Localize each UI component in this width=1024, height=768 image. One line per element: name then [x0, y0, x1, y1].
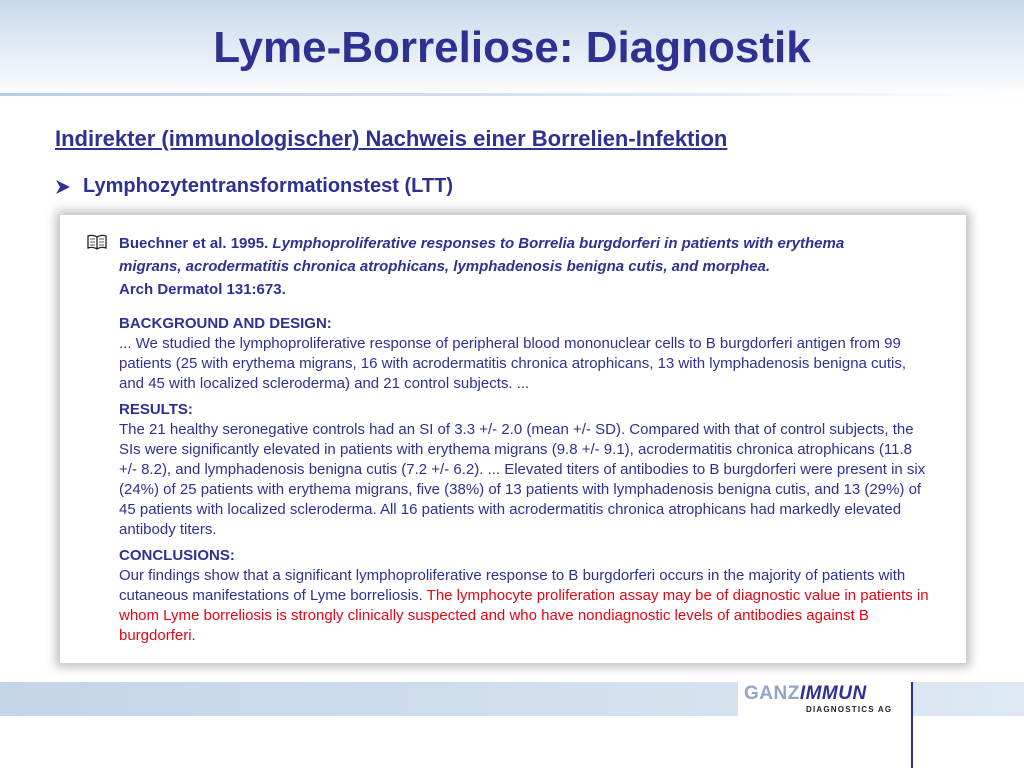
arrow-bullet-icon: [55, 179, 71, 195]
logo-divider: [911, 682, 913, 768]
conclusions-highlight: The lymphocyte proliferation assay may be of diagnostic value in patients in whom Lyme borreliosis is strongly clinically suspected and who have nondiagnostic levels of antibodies against B burgdorferi: [119, 587, 929, 644]
logo-ganz: GANZ: [744, 683, 800, 704]
results-section: [119, 400, 929, 540]
citation-title-part-2: migrans, acrodermatitis chronica atrophicans, lymphadenosis benigna cutis, and morphea.: [119, 258, 770, 275]
conclusions-end: .: [191, 627, 196, 644]
citation: [119, 232, 959, 301]
results-heading: RESULTS:: [119, 401, 193, 418]
abstract-panel: [60, 215, 966, 663]
background-heading: BACKGROUND AND DESIGN:: [119, 315, 332, 332]
logo-tagline: DIAGNOSTICS AG: [806, 705, 893, 714]
conclusions-text: Our findings show that a significant lymphoproliferative response to B burgdorferi occurs in the majority of patients with cutaneous manifestations of Lyme borreliosis.: [119, 567, 906, 604]
slide-title: Lyme-Borreliose: Diagnostik: [213, 23, 811, 72]
slide-subtitle: Indirekter (immunologischer) Nachweis einer Borrelien-Infektion: [55, 126, 728, 151]
logo-immun: IMMUN: [799, 683, 867, 704]
conclusions-section: [119, 546, 929, 646]
open-book-icon: [87, 234, 107, 255]
background-text: ... We studied the lymphoproliferative response of peripheral blood mononuclear cells to B burgdorferi antigen from 99 patients (25 with erythema migrans, 16 with acrodermatitis chronica atrophicans, 13 with lymphadenosis benigna cutis, and 45 with localized scleroderma) and 21 control subjects. ...: [119, 335, 907, 392]
conclusions-heading: CONCLUSIONS:: [119, 547, 235, 564]
header-divider: [0, 93, 1024, 96]
citation-line-1: [119, 232, 959, 255]
logo-wordmark: [744, 684, 867, 704]
abstract-text: [119, 314, 929, 652]
bullet-item: [55, 175, 453, 198]
bullet-label: Lymphozytentransformationstest (LTT): [83, 175, 454, 197]
results-text: The 21 healthy seronegative controls had an SI of 3.3 +/- 2.0 (mean +/- SD). Compared with that of control subjects, the SIs were significantly elevated in patients with erythema migrans (9.8 +/- 9.1), acrodermatitis chronica atrophicans (11.8 +/- 8.2), and lymphadenosis benigna cutis (7.2 +/- 6.2). ... Elevated titers of antibodies to B burgdorferi were present in six (24%) of 25 patients with erythema migrans, five (38%) of 13 patients with lymphadenosis benigna cutis, and 13 (29%) of 45 patients with localized scleroderma. All 16 patients with acrodermatitis chronica atrophicans had markedly elevated antibody titers.: [119, 421, 926, 538]
citation-title-part-1: Lymphoproliferative responses to Borrelia burgdorferi in patients with erythema: [272, 235, 845, 252]
citation-journal: Arch Dermatol 131:673.: [119, 281, 286, 298]
background-section: [119, 314, 929, 394]
citation-authors: Buechner et al. 1995.: [119, 235, 269, 252]
